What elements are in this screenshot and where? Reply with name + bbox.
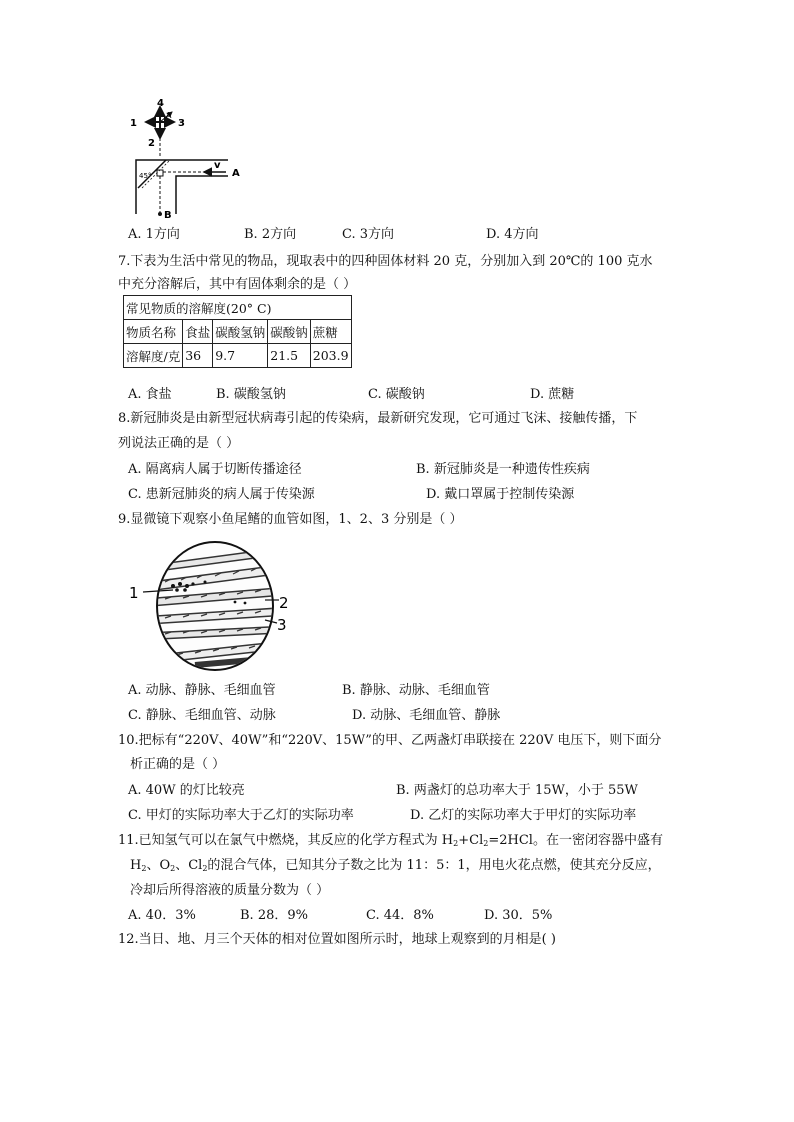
q11-option-b: B. 28．9%: [240, 908, 308, 923]
angle-label: 45°: [139, 172, 152, 180]
table-caption: 常见物质的溶解度(20° C): [124, 296, 352, 320]
label-b: B: [164, 210, 172, 221]
q11-option-c: C. 44．8%: [366, 908, 434, 923]
q10-option-d: D. 乙灯的实际功率大于甲灯的实际功率: [410, 808, 637, 823]
q11-stem-line1: 11.已知氢气可以在氯气中燃烧，其反应的化学方程式为 $H_2+Cl_2=2HCl$。在一密闭容器中盛有: [118, 833, 663, 848]
q6-light-reflection-figure: [118, 98, 248, 220]
q8-option-c: C. 患新冠肺炎的病人属于传染源: [128, 487, 315, 502]
q6-option-a: A. 1方向: [128, 227, 180, 242]
q11-stem-line3: 冷却后所得溶液的质量分数为（ ）: [130, 883, 330, 898]
q12-stem: 12.当日、地、月三个天体的相对位置如图所示时，地球上观察到的月相是( ): [118, 932, 556, 947]
q7-option-b: B. 碳酸氢钠: [216, 387, 286, 402]
label-a-upper: A: [166, 111, 172, 120]
header-cell: 食盐: [183, 320, 213, 344]
q10-option-a: A. 40W 的灯比较亮: [128, 783, 245, 798]
table-cell: 36: [183, 344, 213, 368]
q11-option-a: A. 40．3%: [128, 908, 196, 923]
table-cell: 溶解度/克: [124, 344, 183, 368]
q9-option-a: A. 动脉、静脉、毛细血管: [128, 683, 276, 698]
header-cell: 物质名称: [124, 320, 183, 344]
q10-option-c: C. 甲灯的实际功率大于乙灯的实际功率: [128, 808, 354, 823]
table-row: [124, 344, 352, 368]
tube-inner: [176, 176, 228, 214]
q10-option-b: B. 两盏灯的总功率大于 15W，小于 55W: [396, 783, 638, 798]
table-cell: 9.7: [213, 344, 268, 368]
label-1: 1: [129, 584, 139, 602]
q9-option-b: B. 静脉、动脉、毛细血管: [342, 683, 490, 698]
q6-option-d: D. 4方向: [486, 227, 539, 242]
header-cell: 碳酸钠: [268, 320, 311, 344]
label-v: v: [214, 160, 221, 171]
solubility-table: [123, 295, 352, 368]
q8-option-a: A. 隔离病人属于切断传播途径: [128, 462, 302, 477]
label-4: 4: [157, 98, 164, 109]
label-2: 2: [279, 594, 289, 612]
label-3: 3: [178, 118, 185, 129]
point-marker: [157, 170, 163, 176]
q7-stem-line1: 7.下表为生活中常见的物品，现取表中的四种固体材料 20 克，分别加入到 20℃的 100 克水: [118, 254, 653, 269]
q11-stem-line2: $H_2$、$O_2$、$Cl_2$的混合气体，已知其分子数之比为 11：5：1，用电火花点燃，使其充分反应，: [130, 858, 661, 873]
q7-stem-line2: 中充分溶解后，其中有固体剩余的是（ ）: [118, 277, 357, 292]
header-cell: 蔗糖: [310, 320, 351, 344]
q8-option-d: D. 戴口罩属于控制传染源: [426, 487, 575, 502]
q6-option-c: C. 3方向: [342, 227, 395, 242]
q9-option-c: C. 静脉、毛细血管、动脉: [128, 708, 276, 723]
table-header-row: [124, 320, 352, 344]
table-cell: 203.9: [310, 344, 351, 368]
q9-stem: 9.显微镜下观察小鱼尾鳍的血管如图，1、2、3 分别是（ ）: [118, 512, 463, 527]
label-1: 1: [130, 118, 137, 129]
q6-option-b: B. 2方向: [244, 227, 297, 242]
q7-option-d: D. 蔗糖: [530, 387, 575, 402]
label-3: 3: [277, 616, 287, 634]
header-cell: 碳酸氢钠: [213, 320, 268, 344]
label-a-right: A: [232, 168, 240, 179]
label-2: 2: [148, 138, 155, 149]
q8-option-b: B. 新冠肺炎是一种遗传性疾病: [416, 462, 590, 477]
q7-option-c: C. 碳酸钠: [368, 387, 425, 402]
q8-stem-line1: 8.新冠肺炎是由新型冠状病毒引起的传染病，最新研究发现，它可通过飞沫、接触传播，下: [118, 411, 638, 426]
table-cell: 21.5: [268, 344, 311, 368]
q10-stem-line1: 10.把标有“220V、40W”和“220V、15W”的甲、乙两盏灯串联接在 220V 电压下，则下面分: [118, 733, 662, 748]
q7-option-a: A. 食盐: [128, 387, 172, 402]
q11-option-d: D. 30．5%: [484, 908, 553, 923]
q8-stem-line2: 列说法正确的是（ ）: [118, 436, 240, 451]
q9-option-d: D. 动脉、毛细血管、静脉: [352, 708, 501, 723]
q10-stem-line2: 析正确的是（ ）: [130, 757, 226, 772]
q9-fish-tail-blood-vessel-figure: [125, 540, 300, 672]
